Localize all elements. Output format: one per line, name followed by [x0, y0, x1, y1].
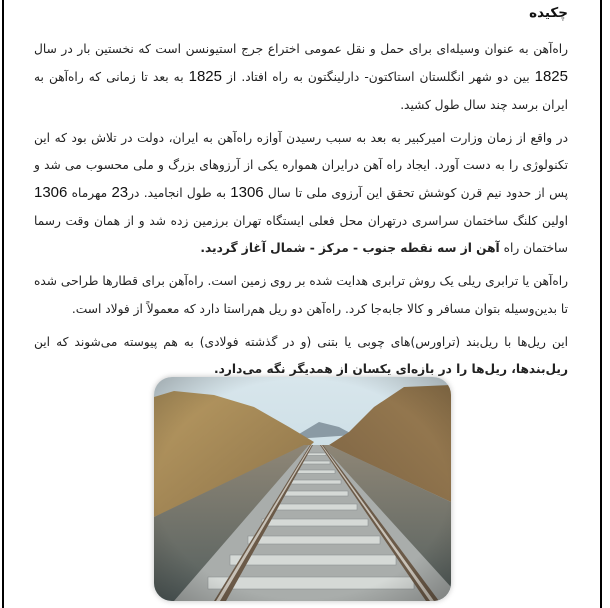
year-number: 1825	[534, 68, 568, 86]
text-line: مهرماه	[67, 186, 112, 201]
text-line: برسد چند سال طول کشید.	[400, 97, 539, 112]
paragraph-definition	[34, 268, 568, 323]
paragraph-history	[34, 125, 568, 262]
text-line: بین دو شهر انگلستان استاکتون- دارلینگتون به راه افتاد. از	[222, 70, 535, 85]
paragraph-intro	[34, 36, 568, 119]
section-heading: چکیده	[529, 5, 568, 21]
text-line: اولین	[542, 213, 568, 228]
year-number: 1306	[230, 184, 264, 202]
railway-photo	[154, 377, 451, 601]
railway-track-illustration	[154, 377, 451, 601]
text-line: کلنگ ساختمان سراسری درتهران محل فعلی ایستگاه تهران برزمین زده شد و از همان وقت رسما ساختمان راه	[34, 213, 568, 256]
text-line: بدین‌وسیله بتوان مسافر و کالا جابه‌جا کرد. راه‌آهن دو ریل هم‌راستا دارد که معمولاً از فولاد است.	[71, 301, 558, 316]
text-line: تکنولوژی را به دست آورد. ایجاد راه آهن درایران همواره یکی از آرزوهای بزرگ و ملی محسوب می شد و پس	[34, 158, 568, 201]
text-line: آهن از سه نقطه جنوب - مرکز - شمال آغاز گردید.	[200, 241, 500, 256]
text-line: راه‌آهن یا ترابری ریلی یک روش ترابری هدایت شده بر روی زمین است. راه‌آهن برای قطارها طراحی شده تا	[34, 274, 568, 316]
text-line: به طول انجامید. در	[128, 186, 231, 201]
paragraph-sleepers	[34, 329, 568, 384]
day-number: 23	[111, 184, 129, 202]
document-content	[34, 0, 568, 384]
text-line: این ریل‌ها با ریل‌بند (تراورس)های چوبی یا بتنی (و در گذشته فولادی) به هم پیوسته می‌شوند که این	[34, 334, 568, 349]
text-line: ریل‌بندها، ریل‌ها را در بازه‌ای یکسان از همدیگر نگه می‌دارد.	[214, 362, 568, 377]
text-line: از حدود نیم قرن کوشش تحقق این آرزوی ملی تا سال	[263, 186, 545, 201]
text-line: به بعد تا زمانی که راه‌آهن به ایران	[34, 70, 568, 112]
text-line: راه‌آهن به عنوان وسیله‌ای برای حمل و نقل عمومی اختراع جرج استیونسن است که نخستین بار در سال	[34, 42, 568, 56]
year-number: 1825	[188, 68, 222, 86]
year-number: 1306	[34, 184, 68, 202]
text-line: در واقع از زمان وزارت امیرکبیر به بعد به سبب رسیدن آوازه راه‌آهن به ایران، دولت در تلاش بود که این	[34, 130, 568, 145]
